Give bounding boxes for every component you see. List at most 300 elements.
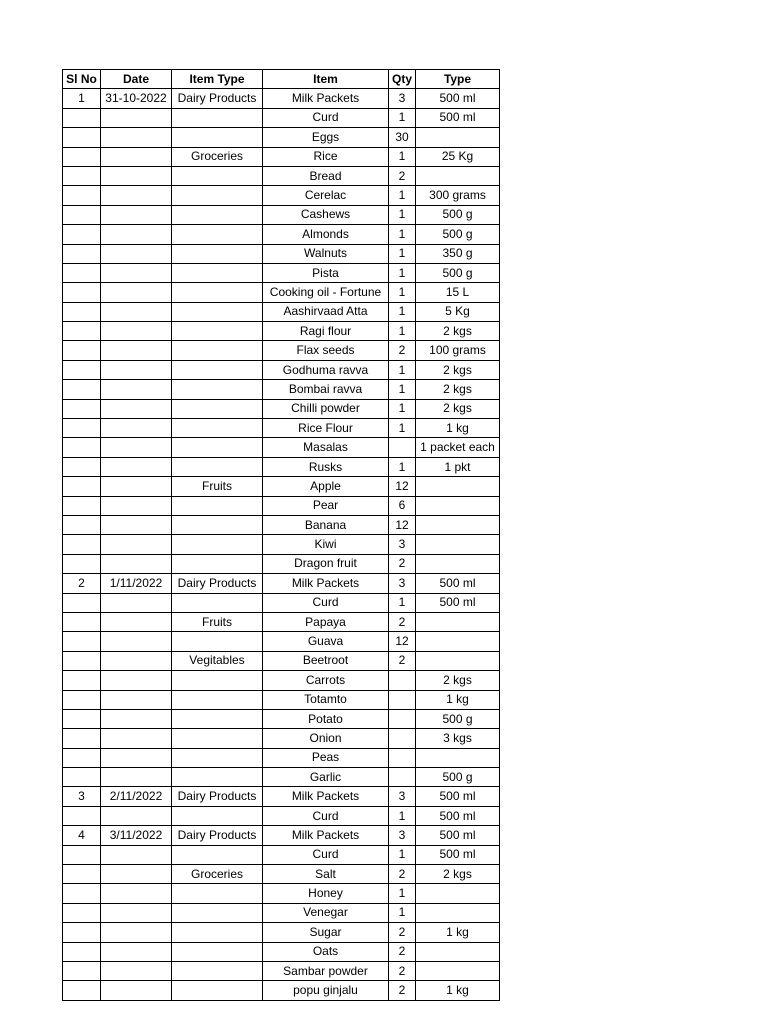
cell-qty: 1 (389, 380, 416, 399)
table-row (63, 283, 500, 302)
header-date: Date (101, 70, 172, 89)
cell-date: 31-10-2022 (101, 89, 172, 108)
cell-sl-no (63, 515, 101, 534)
cell-sl-no (63, 263, 101, 282)
table-row (63, 89, 500, 108)
cell-qty: 1 (389, 263, 416, 282)
table-row (63, 806, 500, 825)
cell-date (101, 399, 172, 418)
cell-qty: 12 (389, 477, 416, 496)
cell-qty: 1 (389, 884, 416, 903)
cell-date (101, 884, 172, 903)
cell-item: Bread (263, 166, 389, 185)
cell-qty: 2 (389, 166, 416, 185)
cell-qty: 2 (389, 554, 416, 573)
cell-qty: 12 (389, 515, 416, 534)
cell-type: 300 grams (416, 186, 500, 205)
cell-item-type (172, 225, 263, 244)
cell-sl-no: 1 (63, 89, 101, 108)
cell-qty: 1 (389, 147, 416, 166)
cell-date: 3/11/2022 (101, 826, 172, 845)
cell-item: Salt (263, 865, 389, 884)
cell-qty: 2 (389, 865, 416, 884)
cell-type: 2 kgs (416, 322, 500, 341)
cell-qty: 1 (389, 845, 416, 864)
cell-sl-no (63, 225, 101, 244)
cell-type: 500 g (416, 768, 500, 787)
cell-date (101, 845, 172, 864)
cell-item-type (172, 690, 263, 709)
cell-type: 1 kg (416, 419, 500, 438)
cell-date (101, 651, 172, 670)
cell-date (101, 186, 172, 205)
cell-sl-no (63, 632, 101, 651)
cell-qty: 1 (389, 360, 416, 379)
table-row (63, 186, 500, 205)
table-row (63, 865, 500, 884)
cell-type: 1 kg (416, 981, 500, 1000)
cell-item: Bombai ravva (263, 380, 389, 399)
cell-item-type (172, 884, 263, 903)
cell-item: Venegar (263, 903, 389, 922)
cell-date (101, 729, 172, 748)
cell-type: 500 g (416, 225, 500, 244)
cell-qty: 1 (389, 903, 416, 922)
cell-date (101, 380, 172, 399)
table-row (63, 515, 500, 534)
cell-sl-no (63, 709, 101, 728)
cell-date (101, 806, 172, 825)
cell-type (416, 961, 500, 980)
cell-date (101, 302, 172, 321)
cell-item-type (172, 554, 263, 573)
cell-qty: 2 (389, 341, 416, 360)
cell-qty: 1 (389, 205, 416, 224)
table-row (63, 302, 500, 321)
cell-item-type (172, 632, 263, 651)
cell-item-type (172, 108, 263, 127)
grocery-sheet (62, 69, 500, 1001)
cell-type: 2 kgs (416, 865, 500, 884)
cell-sl-no (63, 923, 101, 942)
cell-type (416, 632, 500, 651)
grocery-table (62, 69, 500, 1001)
cell-sl-no (63, 942, 101, 961)
cell-item: Garlic (263, 768, 389, 787)
cell-sl-no (63, 981, 101, 1000)
cell-date (101, 225, 172, 244)
cell-date (101, 360, 172, 379)
cell-type (416, 748, 500, 767)
cell-sl-no (63, 186, 101, 205)
table-row (63, 923, 500, 942)
cell-sl-no (63, 496, 101, 515)
cell-date (101, 341, 172, 360)
cell-date (101, 768, 172, 787)
table-row (63, 768, 500, 787)
cell-item-type (172, 981, 263, 1000)
cell-type: 500 g (416, 263, 500, 282)
cell-item-type (172, 128, 263, 147)
cell-sl-no (63, 147, 101, 166)
cell-sl-no (63, 360, 101, 379)
cell-qty: 2 (389, 923, 416, 942)
header-sl-no: Sl No (63, 70, 101, 89)
table-row (63, 380, 500, 399)
table-row (63, 360, 500, 379)
cell-type: 2 kgs (416, 360, 500, 379)
cell-type (416, 535, 500, 554)
cell-item: Cashews (263, 205, 389, 224)
table-row (63, 477, 500, 496)
cell-type: 100 grams (416, 341, 500, 360)
cell-item: Milk Packets (263, 787, 389, 806)
cell-date (101, 128, 172, 147)
table-row (63, 845, 500, 864)
cell-date: 2/11/2022 (101, 787, 172, 806)
cell-date (101, 554, 172, 573)
cell-date (101, 496, 172, 515)
cell-type: 500 ml (416, 593, 500, 612)
cell-type (416, 166, 500, 185)
cell-item-type (172, 244, 263, 263)
cell-date (101, 457, 172, 476)
cell-item: Pear (263, 496, 389, 515)
cell-item: Chilli powder (263, 399, 389, 418)
header-item: Item (263, 70, 389, 89)
cell-item: Dragon fruit (263, 554, 389, 573)
cell-item-type (172, 671, 263, 690)
cell-item: Ragi flour (263, 322, 389, 341)
cell-item: Masalas (263, 438, 389, 457)
cell-sl-no: 2 (63, 574, 101, 593)
cell-type (416, 651, 500, 670)
cell-item: popu ginjalu (263, 981, 389, 1000)
cell-qty: 1 (389, 419, 416, 438)
table-body (63, 89, 500, 1000)
cell-type (416, 554, 500, 573)
cell-item-type (172, 166, 263, 185)
cell-sl-no (63, 535, 101, 554)
cell-item-type (172, 380, 263, 399)
cell-sl-no (63, 845, 101, 864)
cell-item-type (172, 593, 263, 612)
cell-type (416, 477, 500, 496)
cell-type: 2 kgs (416, 380, 500, 399)
table-row (63, 535, 500, 554)
cell-type: 2 kgs (416, 399, 500, 418)
cell-sl-no (63, 806, 101, 825)
cell-item: Potato (263, 709, 389, 728)
cell-sl-no (63, 768, 101, 787)
cell-date (101, 147, 172, 166)
table-row (63, 903, 500, 922)
cell-qty: 3 (389, 826, 416, 845)
table-row (63, 205, 500, 224)
cell-item-type (172, 457, 263, 476)
cell-sl-no (63, 477, 101, 496)
cell-qty: 3 (389, 787, 416, 806)
cell-item: Onion (263, 729, 389, 748)
cell-date (101, 903, 172, 922)
cell-type: 500 ml (416, 787, 500, 806)
cell-sl-no (63, 671, 101, 690)
cell-date (101, 709, 172, 728)
header-item-type: Item Type (172, 70, 263, 89)
table-row (63, 709, 500, 728)
table-row (63, 457, 500, 476)
cell-item: Rice (263, 147, 389, 166)
cell-item-type (172, 322, 263, 341)
cell-qty (389, 768, 416, 787)
cell-item: Walnuts (263, 244, 389, 263)
cell-type (416, 496, 500, 515)
cell-qty: 30 (389, 128, 416, 147)
cell-item: Sambar powder (263, 961, 389, 980)
cell-item-type: Dairy Products (172, 89, 263, 108)
cell-item: Papaya (263, 612, 389, 631)
cell-item-type: Dairy Products (172, 574, 263, 593)
table-row (63, 244, 500, 263)
cell-item-type (172, 806, 263, 825)
cell-type (416, 884, 500, 903)
cell-qty: 3 (389, 89, 416, 108)
cell-item-type (172, 283, 263, 302)
cell-qty (389, 729, 416, 748)
cell-date (101, 205, 172, 224)
cell-sl-no (63, 166, 101, 185)
cell-qty: 1 (389, 322, 416, 341)
cell-date (101, 322, 172, 341)
header-type: Type (416, 70, 500, 89)
table-row (63, 671, 500, 690)
cell-item-type (172, 341, 263, 360)
cell-date (101, 923, 172, 942)
table-row (63, 166, 500, 185)
cell-sl-no (63, 729, 101, 748)
cell-qty: 2 (389, 612, 416, 631)
cell-item: Kiwi (263, 535, 389, 554)
cell-item: Curd (263, 108, 389, 127)
table-row (63, 729, 500, 748)
cell-date (101, 865, 172, 884)
cell-sl-no (63, 302, 101, 321)
cell-item: Oats (263, 942, 389, 961)
cell-item: Aashirvaad Atta (263, 302, 389, 321)
cell-qty: 1 (389, 806, 416, 825)
cell-sl-no (63, 593, 101, 612)
cell-item-type (172, 302, 263, 321)
cell-qty: 1 (389, 457, 416, 476)
cell-item-type (172, 205, 263, 224)
cell-sl-no (63, 128, 101, 147)
cell-item: Rusks (263, 457, 389, 476)
cell-item-type (172, 748, 263, 767)
cell-qty: 1 (389, 108, 416, 127)
table-row (63, 748, 500, 767)
table-row (63, 496, 500, 515)
cell-type: 1 kg (416, 690, 500, 709)
cell-item-type (172, 438, 263, 457)
cell-item-type: Dairy Products (172, 787, 263, 806)
cell-item: Cerelac (263, 186, 389, 205)
cell-date (101, 942, 172, 961)
cell-item-type (172, 961, 263, 980)
cell-item: Cooking oil - Fortune (263, 283, 389, 302)
cell-qty: 1 (389, 399, 416, 418)
cell-item-type (172, 768, 263, 787)
header-row (63, 70, 500, 89)
cell-sl-no (63, 205, 101, 224)
cell-sl-no (63, 651, 101, 670)
cell-date (101, 108, 172, 127)
cell-qty (389, 748, 416, 767)
cell-type: 350 g (416, 244, 500, 263)
cell-item: Flax seeds (263, 341, 389, 360)
cell-item: Totamto (263, 690, 389, 709)
table-row (63, 554, 500, 573)
cell-item: Apple (263, 477, 389, 496)
table-row (63, 651, 500, 670)
cell-type (416, 903, 500, 922)
cell-type: 1 packet each (416, 438, 500, 457)
cell-date (101, 477, 172, 496)
cell-item-type (172, 729, 263, 748)
cell-item: Beetroot (263, 651, 389, 670)
cell-item-type (172, 709, 263, 728)
cell-type (416, 942, 500, 961)
cell-qty: 2 (389, 942, 416, 961)
cell-qty: 1 (389, 593, 416, 612)
cell-qty: 1 (389, 283, 416, 302)
cell-type: 500 ml (416, 806, 500, 825)
cell-sl-no (63, 341, 101, 360)
cell-item-type (172, 186, 263, 205)
cell-item: Guava (263, 632, 389, 651)
cell-sl-no (63, 884, 101, 903)
cell-item-type: Fruits (172, 612, 263, 631)
cell-sl-no: 3 (63, 787, 101, 806)
header-qty: Qty (389, 70, 416, 89)
cell-type (416, 612, 500, 631)
cell-item: Milk Packets (263, 826, 389, 845)
table-row (63, 981, 500, 1000)
cell-item-type (172, 263, 263, 282)
cell-date (101, 244, 172, 263)
cell-date (101, 690, 172, 709)
cell-sl-no (63, 322, 101, 341)
cell-type: 500 ml (416, 574, 500, 593)
cell-qty: 12 (389, 632, 416, 651)
table-row (63, 341, 500, 360)
cell-sl-no (63, 399, 101, 418)
cell-qty: 2 (389, 981, 416, 1000)
table-row (63, 593, 500, 612)
cell-sl-no (63, 419, 101, 438)
cell-item-type: Fruits (172, 477, 263, 496)
cell-type: 1 kg (416, 923, 500, 942)
cell-qty: 3 (389, 574, 416, 593)
table-row (63, 632, 500, 651)
cell-sl-no (63, 961, 101, 980)
cell-sl-no (63, 438, 101, 457)
cell-item: Pista (263, 263, 389, 282)
cell-type (416, 128, 500, 147)
cell-type: 500 ml (416, 826, 500, 845)
cell-item: Eggs (263, 128, 389, 147)
table-row (63, 612, 500, 631)
cell-item-type: Groceries (172, 865, 263, 884)
cell-type (416, 515, 500, 534)
table-row (63, 787, 500, 806)
cell-item: Curd (263, 806, 389, 825)
cell-date (101, 419, 172, 438)
cell-qty: 1 (389, 186, 416, 205)
table-row (63, 826, 500, 845)
cell-date (101, 612, 172, 631)
cell-qty (389, 690, 416, 709)
cell-type: 25 Kg (416, 147, 500, 166)
cell-item-type (172, 496, 263, 515)
table-row (63, 225, 500, 244)
cell-date (101, 748, 172, 767)
table-row (63, 263, 500, 282)
table-row (63, 438, 500, 457)
cell-item: Milk Packets (263, 89, 389, 108)
cell-sl-no (63, 865, 101, 884)
cell-item-type: Vegitables (172, 651, 263, 670)
cell-sl-no (63, 380, 101, 399)
cell-type: 5 Kg (416, 302, 500, 321)
cell-item: Curd (263, 845, 389, 864)
cell-qty: 2 (389, 651, 416, 670)
cell-item: Curd (263, 593, 389, 612)
cell-item-type (172, 399, 263, 418)
cell-sl-no (63, 108, 101, 127)
cell-item: Milk Packets (263, 574, 389, 593)
cell-sl-no (63, 748, 101, 767)
cell-date (101, 593, 172, 612)
cell-item: Banana (263, 515, 389, 534)
cell-item: Rice Flour (263, 419, 389, 438)
cell-type: 500 ml (416, 89, 500, 108)
cell-date (101, 263, 172, 282)
cell-item: Honey (263, 884, 389, 903)
cell-item-type (172, 923, 263, 942)
cell-qty (389, 709, 416, 728)
cell-sl-no (63, 244, 101, 263)
cell-qty: 2 (389, 961, 416, 980)
cell-sl-no (63, 612, 101, 631)
table-row (63, 574, 500, 593)
table-row (63, 884, 500, 903)
cell-date: 1/11/2022 (101, 574, 172, 593)
cell-item-type (172, 535, 263, 554)
table-row (63, 399, 500, 418)
cell-item: Peas (263, 748, 389, 767)
cell-type: 500 ml (416, 845, 500, 864)
cell-item: Sugar (263, 923, 389, 942)
cell-qty (389, 438, 416, 457)
cell-qty: 3 (389, 535, 416, 554)
cell-date (101, 283, 172, 302)
cell-item-type (172, 942, 263, 961)
table-row (63, 108, 500, 127)
cell-item-type (172, 845, 263, 864)
cell-sl-no (63, 457, 101, 476)
cell-date (101, 981, 172, 1000)
cell-item-type (172, 515, 263, 534)
